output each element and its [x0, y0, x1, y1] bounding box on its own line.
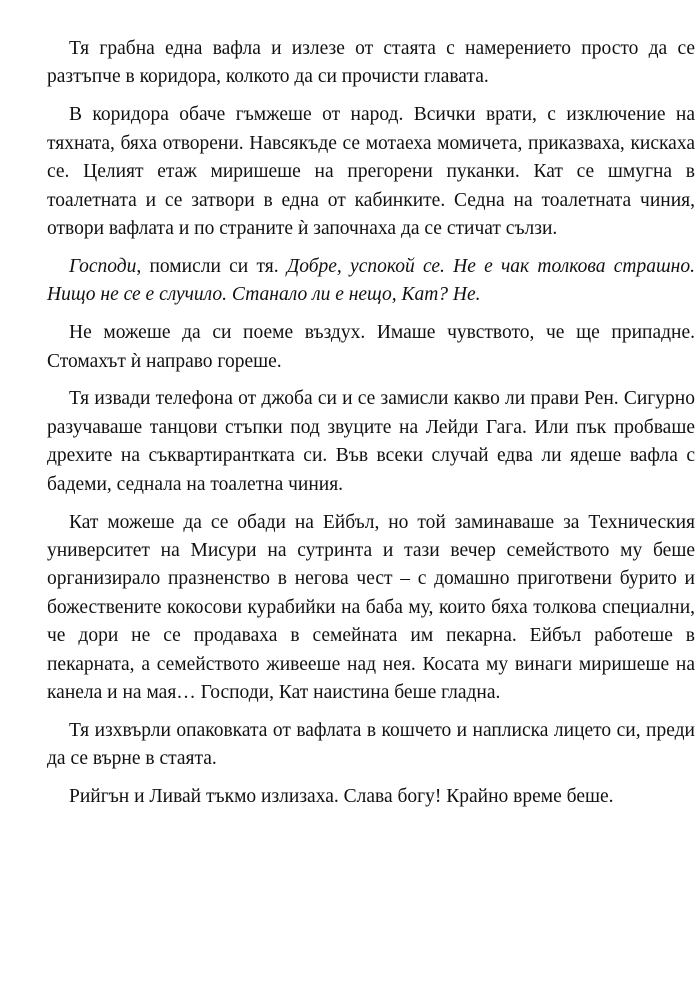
- paragraph-2: В коридора обаче гъмжеше от народ. Всички врати, с изключение на тяхната, бяха отворени. Навсякъде се мотаеха момичета, приказваха, кискаха се. Целият етаж миришеше на прегорени пуканки. Кат се шмугна в тоалетната и се затвори в една от кабинките. Седна на тоалетната чиния, отвори вафлата и по страните ѝ започнаха да се стичат сълзи.: [47, 104, 695, 239]
- paragraph-7: Тя изхвърли опаковката от вафлата в кошчето и наплиска лицето си, преди да се върне в стаята.: [47, 719, 695, 770]
- paragraph-3: [47, 253, 695, 310]
- paragraph-8: Рийгън и Ливай тъкмо излизаха. Слава богу! Крайно време беше.: [69, 786, 614, 808]
- paragraph-4: Не можеше да си поеме въздух. Имаше чувството, че ще припадне. Стомахът ѝ направо гореше.: [47, 322, 695, 372]
- paragraph-6: Кат можеше да се обади на Ейбъл, но той заминаваше за Техническия университет на Мисури на сутринта и тази вечер семейството му беше организирало празненство в негова чест – с домашно приготвени бурито и божествените кокосови курабийки на баба му, които бяха толкова специални, че дори не се продаваха в семейната им пекарна. Ейбъл работеше в пекарната, а семейството живееше над нея. Косата му винаги миришеше на канела и на мая… Господи, Кат наистина беше гладна.: [47, 511, 695, 704]
- paragraph-5: Тя извади телефона от джоба си и се замисли какво ли прави Рен. Сигурно разучаваше танцови стъпки под звуците на Лейди Гага. Или пък пробваше дрехите на съквартирантката си. Във всеки случай едва ли ядеше вафла с бадеми, седнала на тоалетна чиния.: [47, 388, 695, 495]
- document-page: [47, 35, 695, 821]
- paragraph-1: Тя грабна една вафла и излезе от стаята с намерението просто да се разтъпче в коридора, колкото да си прочисти главата.: [47, 38, 695, 88]
- italic-thought-1: Господи: [69, 255, 137, 277]
- narration-text: , помисли си тя.: [136, 255, 287, 277]
- italic-thought-2: Добре, успокой се. Не е чак толкова страшно. Нищо не се е случило. Станало ли е нещо, Кат? Не.: [47, 255, 695, 306]
